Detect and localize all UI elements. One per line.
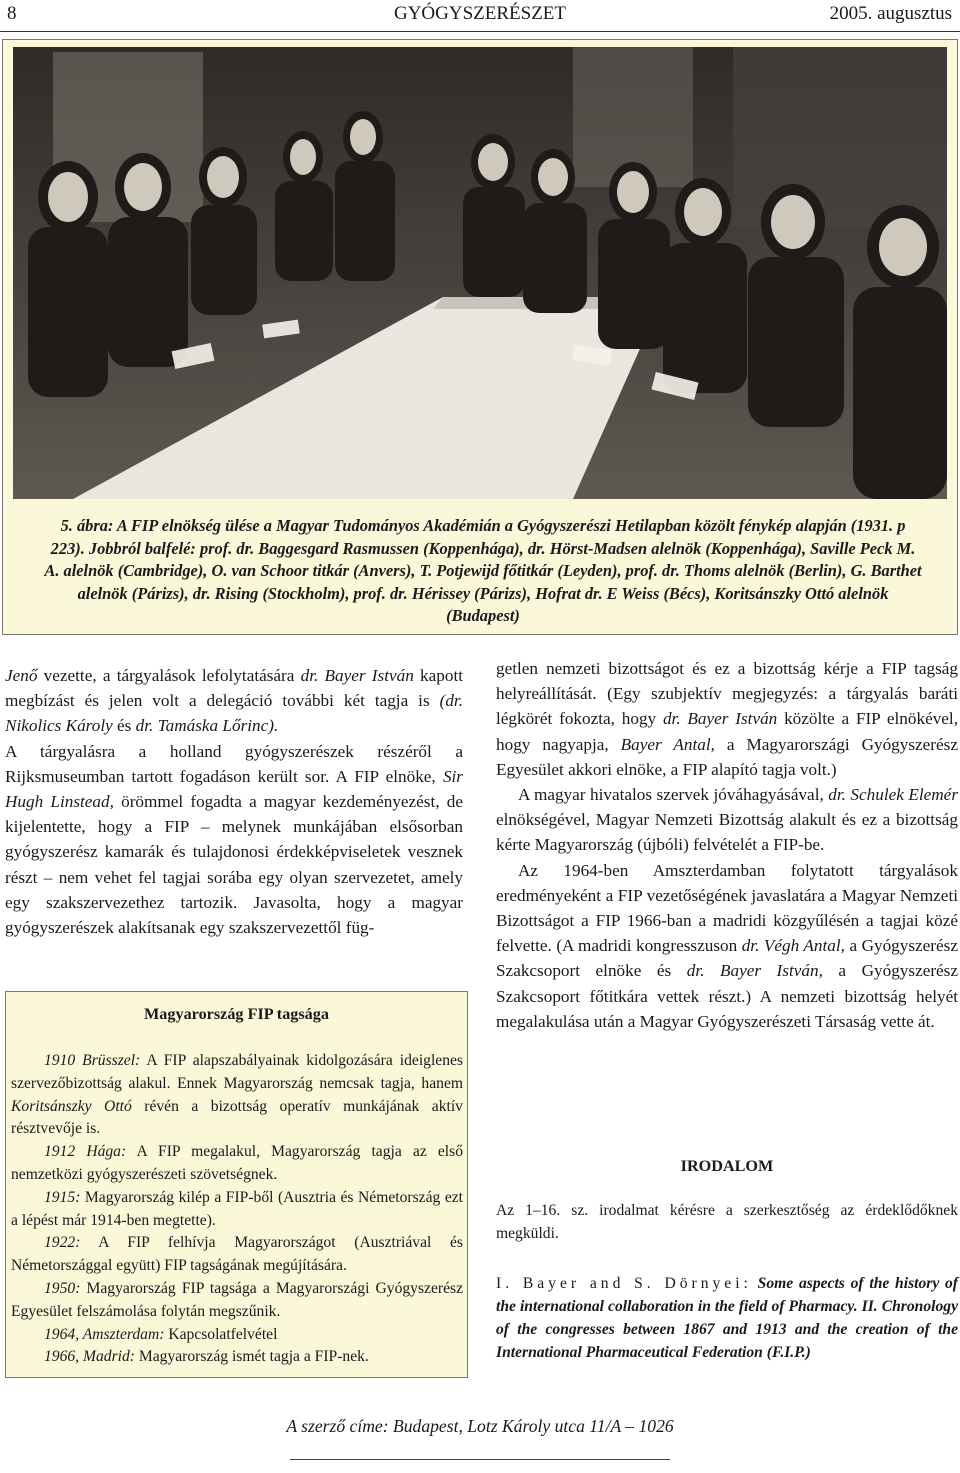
italic-name: dr. Schulek Elemér: [828, 785, 959, 805]
italic-name: dr. Bayer István: [662, 709, 778, 729]
text-run: közölte a FIP elnökével, hogy nagyapja,: [496, 709, 959, 754]
text-run: A magyar hivatalos szervek jóváhagyásával,: [518, 785, 829, 805]
footer-rule: [290, 1459, 670, 1460]
timeline-date: 1910 Brüsszel:: [44, 1052, 141, 1069]
text-run: kapott megbízást és jelen volt a delegáció további két tagja is: [5, 666, 463, 711]
left-paragraph-1: [5, 663, 463, 739]
reference-title: Some aspects of the history of the international collaboration in the field of Pharmacy. II. Chronology of the congresses between 1867 and 1913 and the creation of the International Pharmaceutical Federation (F.I.P.): [496, 1275, 959, 1361]
text-run: A tárgyalásra a holland gyógyszerészek részéről a Rijksmuseumban tartott fogadáson került sor. A FIP elnöke,: [5, 741, 463, 786]
timeline-entry: [11, 1278, 463, 1324]
italic-name: Jenő: [5, 666, 38, 685]
fip-box-title: Magyarország FIP tagsága: [144, 1005, 329, 1023]
header-rule: [0, 31, 960, 32]
references-heading: IRODALOM: [680, 1157, 774, 1175]
text-run: vezette, a tárgyalások lefolytatására: [37, 666, 301, 685]
text-run: elnökségével, Magyar Nemzeti Bizottság alakult és ez a bizottság kérte Magyarország (újbóli) felvételét a FIP-be.: [496, 810, 958, 855]
timeline-date: 1915:: [44, 1188, 81, 1206]
text-run: getlen nemzeti bizottságot és ez a bizottság kérje a FIP tagság helyreállítását. (Egy szubjektív megjegyzés: a tárgyalás baráti légkörét fokozta, hogy: [496, 659, 958, 729]
timeline-date: 1912 Hága:: [44, 1143, 127, 1161]
right-column: [496, 656, 958, 1034]
italic-name: Sir Hugh Linstead,: [5, 766, 463, 812]
text-run: örömmel fogadta a magyar kezdeményezést, de kijelentette, hogy a FIP – melynek munkájában elsősorban gyógyszerész kamarák és tulajdonosi érdekképviseletek vesznek részt – nem vehet fel tagjai sorába egy olyan szervezetet, amely egy szakszervezethez tartozik. Javasolta, hogy a magyar gyógyszerészek alakítsanak egy szakszervezettől füg-: [5, 792, 463, 938]
figure-box: [2, 39, 958, 635]
timeline-entry: [11, 1050, 463, 1141]
italic-name: (dr. Nikolics Károly: [5, 691, 463, 736]
page-number: 8: [7, 3, 17, 24]
timeline-date: 1922:: [44, 1234, 81, 1252]
references-note: Az 1–16. sz. irodalmat kérésre a szerkesztőség az érdeklődőknek megküldi.: [496, 1202, 958, 1242]
text-run: Magyarország ismét tagja a FIP-nek.: [134, 1348, 369, 1366]
italic-name: dr. Bayer István,: [686, 961, 823, 981]
italic-name: Koritsánszky Ottó: [11, 1097, 132, 1115]
timeline-date: 1964, Amszterdam:: [44, 1325, 165, 1343]
issue-date: 2005. augusztus: [829, 3, 952, 24]
reference-authors: I. Bayer and S. Dörnyei:: [496, 1275, 752, 1292]
figure-caption: 5. ábra: A FIP elnökség ülése a Magyar Tudományos Akadémián a Gyógyszerészi Hetilapban közölt fénykép alapján (1931. p 223). Jobbról balfelé: prof. dr. Baggesgard Rasmussen (Koppenhága), dr. Hörst-Madsen alelnök (Koppenhága), Saville Peck M. A. alelnök (Cambridge), O. van Schoor titkár (Anvers), T. Potjewijd főtitkár (Leyden), prof. dr. Thoms alelnök (Berlin), G. Barthet alelnök (Párizs), dr. Rising (Stockholm), prof. dr. Hérissey (Párizs), Hofrat dr. E Weiss (Bécs), Koritsánszky Ottó alelnök (Budapest): [44, 516, 922, 625]
text-run: Magyarország kilép a FIP-ből (Ausztria és Németország ezt a lépést már 1914-ben megtette).: [11, 1188, 463, 1229]
timeline-entry: [11, 1141, 463, 1187]
page-header: [0, 0, 960, 30]
timeline-entry: [11, 1232, 463, 1278]
journal-title: GYÓGYSZERÉSZET: [393, 3, 567, 24]
italic-name: dr. Végh Antal,: [741, 936, 845, 956]
right-paragraph-3: [496, 858, 958, 1034]
meeting-photo: [13, 47, 947, 499]
text-run: és: [112, 716, 136, 736]
text-run: Magyarország FIP tagsága a Magyarországi Gyógyszerész Egyesület felszámolása folytán megszűnik.: [11, 1279, 463, 1320]
timeline-date: 1950:: [44, 1279, 81, 1297]
text-run: révén a bizottság operatív munkájának aktív résztvevője is.: [11, 1097, 463, 1138]
fip-membership-box: [5, 991, 468, 1378]
timeline-entry: [11, 1187, 463, 1233]
left-column: [5, 663, 463, 940]
italic-name: dr. Tamáska Lőrinc).: [135, 716, 279, 736]
italic-name: Bayer Antal,: [620, 734, 715, 754]
timeline-entry: [11, 1324, 463, 1347]
text-run: A FIP alapszabályainak kidolgozására ideiglenes szervezőbizottság alakul. Ennek Magyarország nemcsak tagja, hanem: [11, 1052, 463, 1092]
timeline-entry: [11, 1346, 463, 1369]
text-run: Az 1964-ben Amszterdamban folytatott tárgyalások eredményeként a FIP vezetőségének javaslatára a Magyar Nemzeti Bizottságot a FIP 1966-ban a madridi közgyűlésén a tagjai közé felvette. (A madridi kongresszuson: [496, 860, 958, 956]
meeting-photo-illustration: [13, 47, 947, 499]
left-paragraph-2: [5, 739, 463, 941]
text-run: A FIP felhívja Magyarországot (Ausztriával és Németországgal együtt) FIP tagságának megújítására.: [11, 1234, 463, 1275]
text-run: A FIP megalakul, Magyarország tagja az első nemzetközi gyógyszerészeti szövetségnek.: [11, 1143, 464, 1183]
timeline-date: 1966, Madrid:: [44, 1348, 135, 1366]
text-run: a Magyarországi Gyógyszerész Egyesület akkori elnöke, a FIP alapító tagja volt.): [496, 734, 958, 779]
italic-name: dr. Bayer István: [300, 666, 414, 685]
right-paragraph-2: [496, 782, 958, 858]
reference-entry: [496, 1272, 958, 1364]
author-address: A szerző címe: Budapest, Lotz Károly utca 11/A – 1026: [286, 1416, 674, 1436]
right-paragraph-1: [496, 656, 958, 782]
text-run: a Gyógyszerész Szakcsoport főtitkára vettek részt.) A nemzeti bizottság helyét megalakulása után a Magyar Gyógyszerészeti Társaság vette át.: [496, 961, 958, 1031]
text-run: a Gyógyszerész Szakcsoport elnöke és: [496, 936, 958, 981]
text-run: Kapcsolatfelvétel: [164, 1325, 278, 1343]
fip-timeline: [11, 1050, 463, 1369]
